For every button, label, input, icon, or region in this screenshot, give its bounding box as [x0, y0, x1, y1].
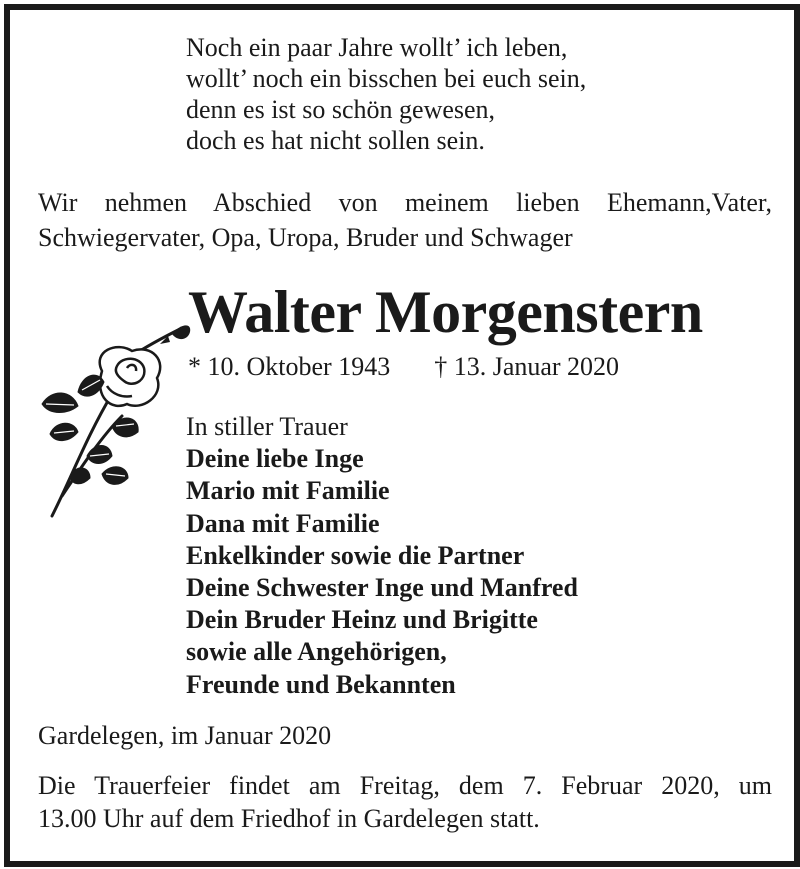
mourner-entry: Dein Bruder Heinz und Brigitte: [186, 605, 538, 635]
mourner-entry: Enkelkinder sowie die Partner: [186, 540, 525, 570]
mourner-entry: Dana mit Familie: [186, 508, 380, 538]
mourners-list: [186, 411, 578, 701]
funeral-service-info: [38, 769, 772, 835]
deceased-name: Walter Morgenstern: [188, 279, 703, 345]
mourners-heading: In stiller Trauer: [186, 412, 348, 441]
mourner-entry: sowie alle Angehörigen,: [186, 637, 447, 667]
poem-line: denn es ist so schön gewesen,: [186, 95, 496, 124]
intro-line: Schwiegervater, Opa, Uropa, Bruder und Schwager: [38, 223, 573, 252]
rose-illustration-icon: [32, 316, 210, 518]
service-line: 13.00 Uhr auf dem Friedhof in Gardelegen statt.: [38, 804, 540, 833]
birth-date: * 10. Oktober 1943: [188, 352, 391, 381]
mourner-entry: Freunde und Bekannten: [186, 669, 456, 699]
poem-line: Noch ein paar Jahre wollt’ ich leben,: [186, 33, 568, 62]
mourner-entry: Mario mit Familie: [186, 476, 390, 506]
poem: [186, 32, 586, 156]
obituary-frame: [4, 4, 800, 867]
intro-line: Wir nehmen Abschied von meinem lieben Ehemann,Vater,: [38, 188, 772, 217]
poem-line: doch es hat nicht sollen sein.: [186, 126, 485, 155]
farewell-intro: [38, 185, 772, 255]
service-line: Die Trauerfeier findet am Freitag, dem 7. Februar 2020, um: [38, 771, 772, 800]
poem-line: wollt’ noch ein bisschen bei euch sein,: [186, 64, 587, 93]
death-date: † 13. Januar 2020: [434, 352, 620, 381]
mourner-entry: Deine Schwester Inge und Manfred: [186, 573, 578, 603]
place-date: Gardelegen, im Januar 2020: [38, 721, 332, 750]
life-dates: [188, 350, 619, 384]
mourner-entry: Deine liebe Inge: [186, 444, 364, 474]
